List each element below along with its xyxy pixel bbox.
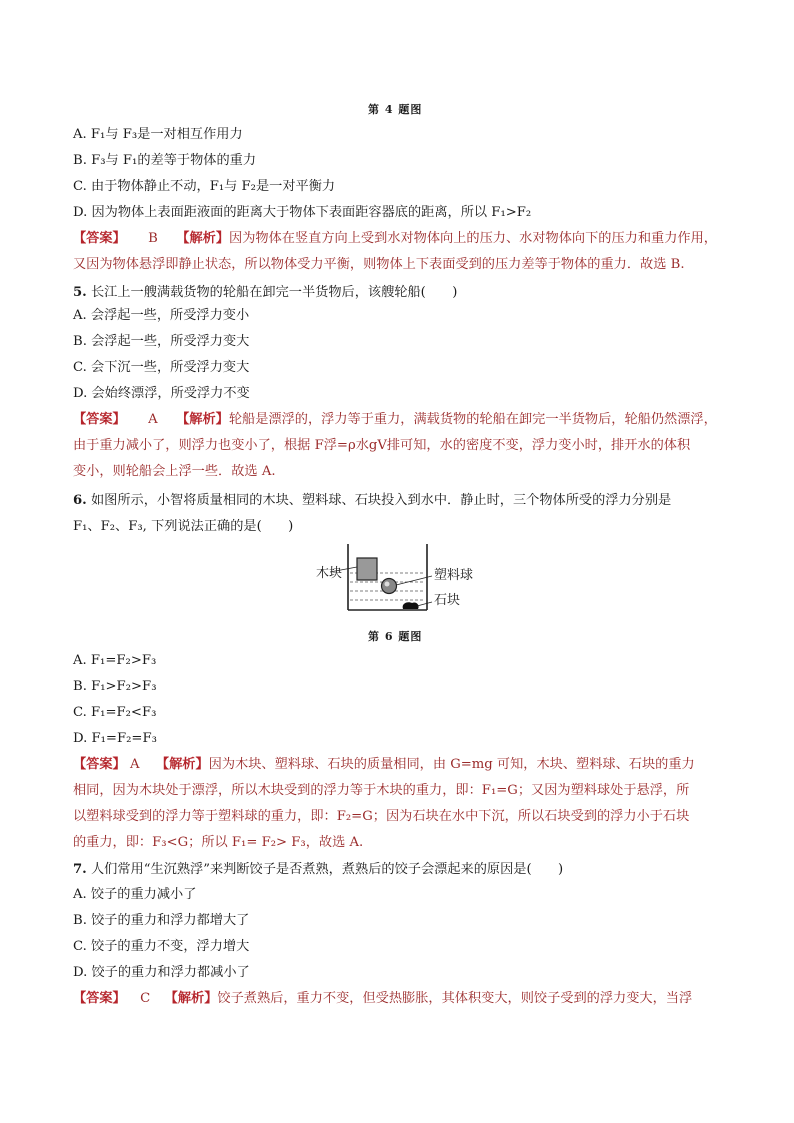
answer-letter: C (140, 991, 151, 1006)
plastic-ball (382, 579, 397, 594)
stone-pointer (417, 602, 432, 606)
analysis-tag: 【解析】 (164, 991, 218, 1006)
analysis-tag: 【解析】 (155, 757, 209, 772)
q7-option-c: C. 饺子的重力不变，浮力增大 (73, 939, 250, 954)
q6-stem (73, 492, 723, 510)
ball-highlight (385, 582, 390, 587)
label-wood: 木块 (316, 566, 343, 581)
analysis-line: 因为木块、塑料球、石块的质量相同，由 G=mg 可知，木块、塑料球、石块的重力 (208, 757, 695, 772)
question-number: 6. (73, 493, 87, 508)
q4-figure-caption: 第 4 题图 (368, 103, 423, 116)
answer-letter: A (129, 757, 140, 772)
q6-option-a: A. F₁=F₂>F₃ (73, 653, 157, 668)
q6-option-b: B. F₁>F₂>F₃ (73, 679, 157, 694)
q6-option-c: C. F₁=F₂<F₃ (73, 705, 157, 720)
analysis-line: 因为物体在竖直方向上受到水对物体向上的压力、水对物体向下的压力和重力作用， (229, 231, 717, 246)
q6-option-d: D. F₁=F₂=F₃ (73, 731, 157, 746)
question-text: 长江上一艘满载货物的轮船在卸完一半货物后，该艘轮船( ) (90, 285, 458, 300)
q7-stem (73, 861, 723, 879)
q7-option-a: A. 饺子的重力减小了 (73, 887, 197, 902)
answer-tag: 【答案】 (73, 757, 126, 772)
analysis-line: 相同，因为木块处于漂浮，所以木块受到的浮力等于木块的重力，即：F₁=G；又因为塑料球处于悬浮，所 (73, 783, 690, 798)
question-number: 7. (73, 862, 87, 877)
analysis-line: 由于重力减小了，则浮力也变小了，根据 F浮=ρ水gV排可知，水的密度不变，浮力变小时，排开水的体积 (73, 438, 691, 453)
q5-option-c: C. 会下沉一些，所受浮力变大 (73, 360, 250, 375)
q5-option-a: A. 会浮起一些，所受浮力变小 (73, 308, 250, 323)
analysis-line: 饺子煮熟后，重力不变，但受热膨胀，其体积变大，则饺子受到的浮力变大，当浮 (217, 991, 693, 1006)
answer-tag: 【答案】 (73, 991, 126, 1006)
q6-figure-caption: 第 6 题图 (368, 630, 423, 643)
q7-option-d: D. 饺子的重力和浮力都减小了 (73, 965, 250, 980)
q5-option-d: D. 会始终漂浮，所受浮力不变 (73, 386, 250, 401)
analysis-line: 又因为物体悬浮即静止状态，所以物体受力平衡，则物体上下表面受到的压力差等于物体的重力．故选 B. (73, 257, 685, 272)
label-stone: 石块 (434, 593, 461, 608)
q4-answer-block (73, 226, 723, 252)
analysis-line: 轮船是漂浮的，浮力等于重力，满载货物的轮船在卸完一半货物后，轮船仍然漂浮， (228, 412, 717, 427)
analysis-tag: 【解析】 (176, 231, 230, 246)
question-text: 人们常用“生沉熟浮”来判断饺子是否煮熟，煮熟后的饺子会漂起来的原因是( ) (90, 862, 564, 877)
q6-answer-block (73, 752, 723, 778)
analysis-line: 以塑料球受到的浮力等于塑料球的重力，即：F₂=G；因为石块在水中下沉，所以石块受到的浮力小于石块 (73, 809, 690, 824)
q4-option-b: B. F₃与 F₁的差等于物体的重力 (73, 153, 257, 168)
q6-stem-line2: F₁、F₂、F₃, 下列说法正确的是( ) (73, 519, 294, 534)
question-number: 5. (73, 285, 87, 300)
q5-stem (73, 284, 723, 302)
q5-option-b: B. 会浮起一些，所受浮力变大 (73, 334, 250, 349)
answer-letter: B (148, 231, 158, 246)
q7-answer-block (73, 986, 723, 1012)
answer-tag: 【答案】 (73, 412, 126, 427)
q7-option-b: B. 饺子的重力和浮力都增大了 (73, 913, 250, 928)
analysis-tag: 【解析】 (176, 412, 229, 427)
stone (403, 602, 419, 609)
answer-tag: 【答案】 (73, 231, 126, 246)
question-text: 如图所示，小智将质量相同的木块、塑料球、石块投入到水中．静止时，三个物体所受的浮力分别是 (90, 493, 672, 508)
q4-option-a: A. F₁与 F₃是一对相互作用力 (73, 127, 243, 142)
analysis-line: 的重力，即：F₃<G；所以 F₁= F₂> F₃，故选 A. (73, 835, 364, 850)
answer-letter: A (148, 412, 158, 427)
label-plastic-ball: 塑料球 (434, 568, 474, 583)
wood-block (357, 558, 377, 580)
q4-option-c: C. 由于物体静止不动，F₁与 F₂是一对平衡力 (73, 179, 336, 194)
analysis-line: 变小，则轮船会上浮一些．故选 A. (73, 464, 276, 479)
q5-answer-block (73, 407, 723, 433)
q4-option-d: D. 因为物体上表面距液面的距离大于物体下表面距容器底的距离，所以 F₁>F₂ (73, 205, 532, 220)
